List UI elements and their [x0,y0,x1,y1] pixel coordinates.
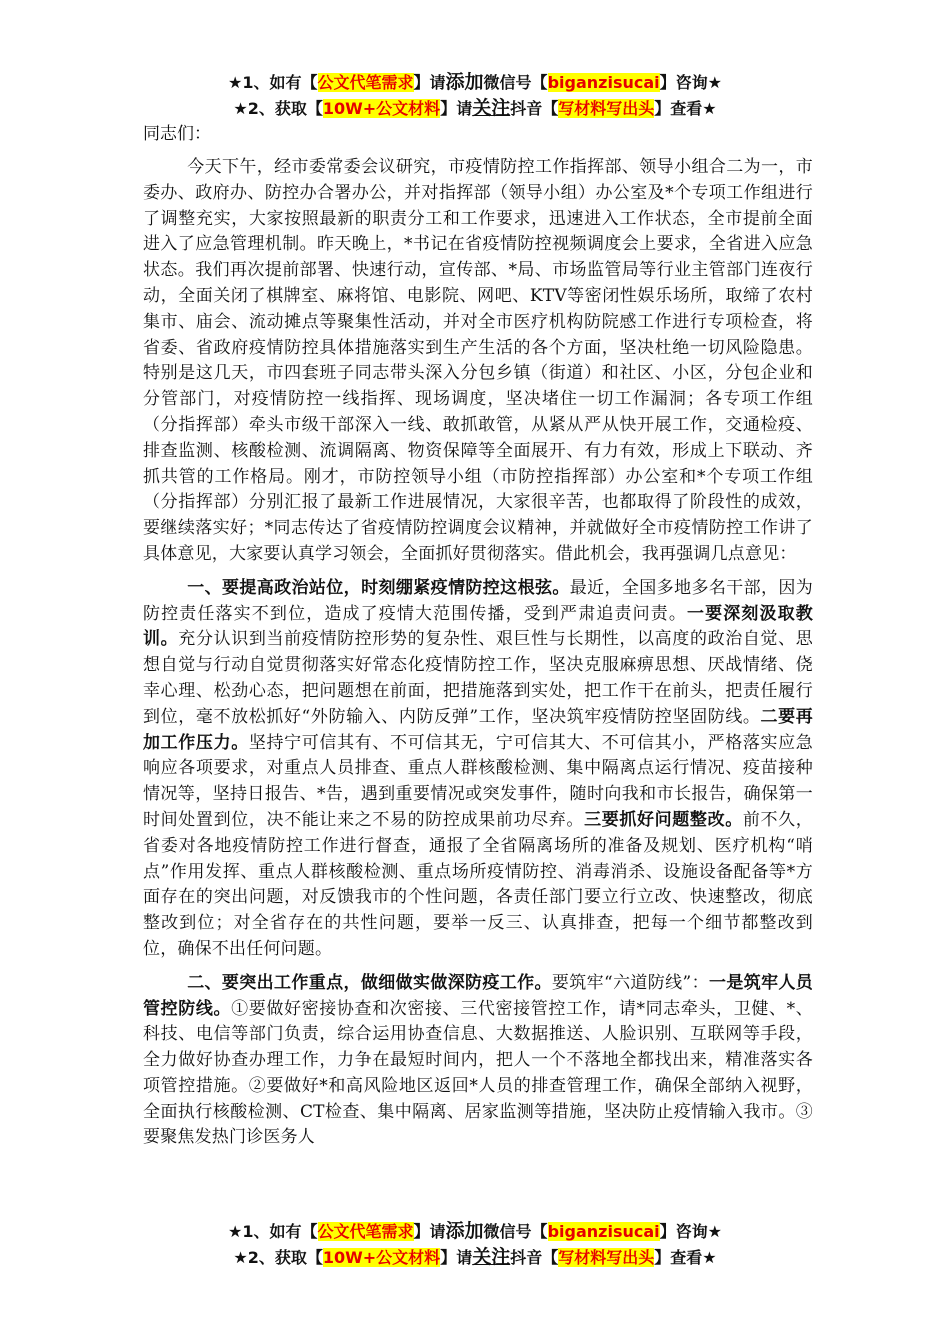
paragraph-section-1 [143,576,813,963]
paragraph-section-2 [143,971,813,1152]
section-heading: 二、要突出工作重点，做细做实做深防疫工作。 [187,972,552,993]
banner-highlight: 公文代笔需求 [317,73,414,92]
banner-text: 】请 [440,99,473,118]
banner-text: ★1、如有【 [228,73,318,92]
banner-text: 】请 [440,1248,473,1267]
paragraph-text: 前不久，省委对各地疫情防控工作进行督查，通报了全省隔离场所的准备及规划、医疗机构“哨点”作用发挥、重点人群核酸检测、重点场所疫情防控、消毒消杀、设施设备配备等*方面存在的突出问题，对反馈我市的个性问题，各责任部门要立行立改、快速整改，彻底整改到位；对全省存在的共性问题，要举一反三、认真排查，把每一个细节都整改到位，确保不出任何问题。 [143,809,814,959]
greeting: 同志们： [143,124,211,144]
top-banner-line-1 [0,70,950,95]
banner-highlight: biganzisucai [547,73,660,92]
banner-text: 】请 [413,73,446,92]
subpoint-heading: 一是筑牢人员管控防线。 [143,972,814,1019]
banner-highlight: biganzisucai [547,1222,660,1241]
paragraph-intro: 今天下午，经市委常委会议研究，市疫情防控工作指挥部、领导小组合二为一，市委办、政府办、防控办合署办公，并对指挥部（领导小组）办公室及*个专项工作组进行了调整充实，大家按照最新的职责分工和工作要求，迅速进入工作状态，全市提前全面进入了应急管理机制。昨天晚上，*书记在省疫情防控视频调度会上要求，全省进入应急状态。我们再次提前部署、快速行动，宣传部、*局、市场监管局等行业主管部门连夜行动，全面关闭了棋牌室、麻将馆、电影院、网吧、KTV等密闭性娱乐场所，取缔了农村集市、庙会、流动摊点等聚集性活动，并对全市医疗机构防院感工作进行专项检查，将省委、省政府疫情防控具体措施落实到生产生活的各个方面，坚决杜绝一切风险隐患。特别是这几天，市四套班子同志带头深入分包乡镇（街道）和社区、小区，分包企业和分管部门，对疫情防控一线指挥、现场调度，坚决堵住一切工作漏洞；各专项工作组（分指挥部）牵头市级干部深入一线、敢抓敢管，从紧从严从快开展工作，交通检疫、排查监测、核酸检测、流调隔离、物资保障等全面展开、有力有效，形成上下联动、齐抓共管的工作格局。刚才，市防控领导小组（市防控指挥部）办公室和*个专项工作组（分指挥部）分别汇报了最新工作进展情况，大家很辛苦，也都取得了阶段性的成效，要继续落实好；*同志传达了省疫情防控调度会议精神，并就做好全市疫情防控工作讲了具体意见，大家要认真学习领会，全面抓好贯彻落实。借此机会，我再强调几点意见： [143,157,813,564]
banner-emphasis: 添加 [445,71,484,93]
banner-highlight: 写材料写出头 [558,1248,655,1267]
banner-text: 】查看★ [654,99,717,118]
paragraph-text: 最近，全国多地多名干部，因为防控责任落实不到位，造成了疫情大范围传播，受到严肃追责问责。 [143,577,813,624]
banner-highlight: 写材料写出头 [558,99,655,118]
banner-text: 】请 [413,1222,446,1241]
subpoint-heading: 一要深刻汲取教训。 [143,603,813,650]
document-body [143,155,813,1151]
top-banner-line-2 [0,96,950,121]
subpoint-heading: 三要抓好问题整改。 [584,809,743,830]
bottom-banner-line-1 [0,1219,950,1244]
banner-emphasis: 关注 [472,1246,511,1268]
banner-text: 抖音【 [510,1248,559,1267]
banner-text: 】查看★ [654,1248,717,1267]
banner-text: 微信号【 [483,73,548,92]
paragraph-text: 充分认识到当前疫情防控形势的复杂性、艰巨性与长期性，以高度的政治自觉、思想自觉与行动自觉贯彻落实好常态化疫情防控工作，坚决克服麻痹思想、厌战情绪、侥幸心理、松劲心态，把问题想在前面，把措施落到实处，把工作干在前头，把责任履行到位，毫不放松抓好“外防输入、内防反弹”工作，坚决筑牢疫情防控坚固防线。 [143,629,813,727]
bottom-banner-line-2 [0,1245,950,1270]
paragraph-text: 要筑牢“六道防线”： [551,972,709,993]
section-heading: 一、要提高政治站位，时刻绷紧疫情防控这根弦。 [187,577,570,598]
paragraph-text: 坚持宁可信其有、不可信其无，宁可信其大、不可信其小，严格落实应急响应各项要求，对重点人员排查、重点人群核酸检测、集中隔离点运行情况、疫苗接种情况等，坚持日报告、*告，遇到重要情况或突发事件，随时向我和市长报告，确保第一时间处置到位，决不能让来之不易的防控成果前功尽弃。 [143,732,813,830]
banner-text: 微信号【 [483,1222,548,1241]
banner-text: 抖音【 [510,99,559,118]
banner-highlight: 10W+公文材料 [322,99,441,118]
banner-emphasis: 添加 [445,1220,484,1242]
subpoint-heading: 二要再加工作压力。 [143,706,813,753]
banner-text: ★2、获取【 [233,99,323,118]
paragraph-text: ①要做好密接协查和次密接、三代密接管控工作，请*同志牵头，卫健、*、科技、电信等部门负责，综合运用协查信息、大数据推送、人脸识别、互联网等手段，全力做好协查办理工作，力争在最短时间内，把人一个不落地全都找出来，精准落实各项管控措施。②要做好*和高风险地区返回*人员的排查管理工作，确保全部纳入视野，全面执行核酸检测、CT检查、集中隔离、居家监测等措施，坚决防止疫情输入我市。③要聚焦发热门诊医务人 [143,998,813,1148]
banner-highlight: 公文代笔需求 [317,1222,414,1241]
banner-text: 】咨询★ [659,73,722,92]
banner-text: 】咨询★ [659,1222,722,1241]
banner-text: ★2、获取【 [233,1248,323,1267]
banner-text: ★1、如有【 [228,1222,318,1241]
banner-emphasis: 关注 [472,97,511,119]
banner-highlight: 10W+公文材料 [322,1248,441,1267]
